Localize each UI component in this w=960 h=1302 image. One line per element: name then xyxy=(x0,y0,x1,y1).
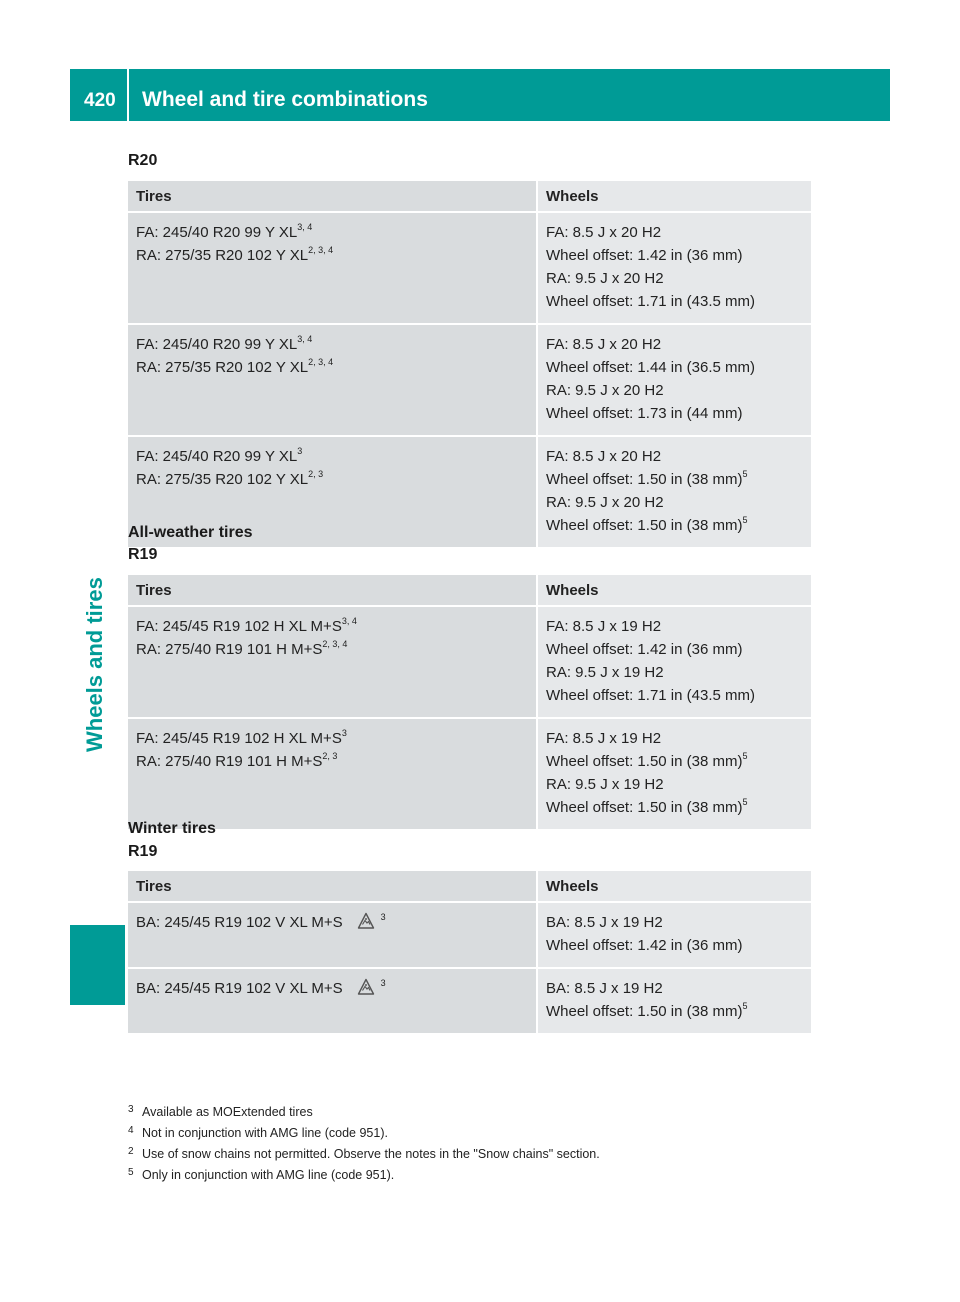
tire-spec-line xyxy=(136,977,528,1000)
table-row xyxy=(128,968,811,1033)
table-row xyxy=(128,606,811,718)
wheel-spec-line-text: Wheel offset: 1.42 in (36 mm) xyxy=(546,247,743,264)
footnote-reference: 2, 3, 4 xyxy=(308,357,334,367)
tire-spec-line-text: RA: 275/40 R19 101 H M+S xyxy=(136,641,323,658)
tire-spec-line-text: RA: 275/35 R20 102 Y XL xyxy=(136,247,309,264)
footnote-reference: 5 xyxy=(742,469,748,479)
wheel-spec-line xyxy=(546,468,803,491)
section-heading-winter: Winter tires xyxy=(128,820,216,837)
tire-spec-line xyxy=(136,356,528,379)
wheel-spec-line-text: RA: 9.5 J x 19 H2 xyxy=(546,776,664,793)
footnote-reference: 3 xyxy=(380,978,386,988)
tire-spec-line-text: FA: 245/45 R19 102 H XL M+S xyxy=(136,618,342,635)
footnote-reference: 3, 4 xyxy=(341,616,357,626)
tires-cell xyxy=(128,902,537,968)
wheel-spec-line-text: FA: 8.5 J x 20 H2 xyxy=(546,224,662,241)
tire-spec-line xyxy=(136,221,528,244)
table-header-row xyxy=(128,871,811,902)
wheel-spec-line-text: BA: 8.5 J x 19 H2 xyxy=(546,980,663,997)
tire-spec-line-text: RA: 275/35 R20 102 Y XL xyxy=(136,471,309,488)
wheel-spec-line-text: Wheel offset: 1.50 in (38 mm) xyxy=(546,1003,743,1020)
footnotes xyxy=(128,1104,600,1188)
tire-spec-line xyxy=(136,727,528,750)
footnote-reference: 2, 3, 4 xyxy=(308,245,334,255)
table-row xyxy=(128,902,811,968)
wheel-spec-line-text: Wheel offset: 1.50 in (38 mm) xyxy=(546,799,743,816)
tires-cell xyxy=(128,606,537,718)
wheel-spec-line xyxy=(546,911,803,934)
section-subheading-r19-winter: R19 xyxy=(128,843,158,860)
footnote-reference: 5 xyxy=(742,515,748,525)
snowflake-mountain-icon xyxy=(357,978,375,996)
wheel-spec-line xyxy=(546,221,803,244)
wheel-spec-line-text: FA: 8.5 J x 19 H2 xyxy=(546,730,662,747)
wheels-cell xyxy=(537,212,811,324)
wheel-spec-line-text: Wheel offset: 1.42 in (36 mm) xyxy=(546,937,743,954)
section-subheading-r20: R20 xyxy=(128,152,158,169)
wheel-spec-line xyxy=(546,934,803,957)
table-body xyxy=(128,606,811,829)
footnote-reference: 3, 4 xyxy=(297,222,313,232)
column-header-wheels: Wheels xyxy=(537,181,811,212)
footnote-number: 2 xyxy=(128,1146,134,1157)
table-row xyxy=(128,324,811,436)
wheel-spec-line-text: RA: 9.5 J x 20 H2 xyxy=(546,270,664,287)
section-subheading-r19-all-weather: R19 xyxy=(128,546,158,563)
tire-spec-line xyxy=(136,244,528,267)
footnote-reference: 2, 3 xyxy=(308,469,324,479)
tire-spec-line-text: FA: 245/40 R20 99 Y XL xyxy=(136,336,298,353)
footnote-text: Not in conjunction with AMG line (code 951). xyxy=(142,1126,388,1140)
footnote-reference: 3 xyxy=(341,728,347,738)
column-header-wheels: Wheels xyxy=(537,575,811,606)
footnote-number: 3 xyxy=(128,1104,134,1115)
footnote-reference: 5 xyxy=(742,797,748,807)
wheel-spec-line-text: RA: 9.5 J x 20 H2 xyxy=(546,382,664,399)
wheel-spec-line xyxy=(546,796,803,819)
wheel-spec-line xyxy=(546,514,803,537)
tire-spec-line-text: BA: 245/45 R19 102 V XL M+S xyxy=(136,914,343,931)
tire-spec-line xyxy=(136,638,528,661)
tire-spec-line-text: RA: 275/35 R20 102 Y XL xyxy=(136,359,309,376)
wheel-spec-line-text: RA: 9.5 J x 19 H2 xyxy=(546,664,664,681)
tire-spec-line xyxy=(136,445,528,468)
wheel-spec-line-text: Wheel offset: 1.50 in (38 mm) xyxy=(546,471,743,488)
wheel-spec-line-text: Wheel offset: 1.50 in (38 mm) xyxy=(546,517,743,534)
tire-table-r20 xyxy=(128,181,811,547)
footnote-reference: 3 xyxy=(297,446,303,456)
column-header-tires: Tires xyxy=(128,871,537,902)
wheel-spec-line-text: Wheel offset: 1.44 in (36.5 mm) xyxy=(546,359,755,376)
tires-cell xyxy=(128,212,537,324)
wheel-spec-line-text: Wheel offset: 1.71 in (43.5 mm) xyxy=(546,687,755,704)
wheel-spec-line-text: FA: 8.5 J x 20 H2 xyxy=(546,448,662,465)
wheel-spec-line xyxy=(546,684,803,707)
tires-cell xyxy=(128,718,537,829)
wheel-spec-line xyxy=(546,244,803,267)
wheel-spec-line xyxy=(546,638,803,661)
column-header-tires: Tires xyxy=(128,575,537,606)
tires-cell xyxy=(128,968,537,1033)
table-row xyxy=(128,718,811,829)
tire-spec-line-text: RA: 275/40 R19 101 H M+S xyxy=(136,753,323,770)
footnote-reference: 3, 4 xyxy=(297,334,313,344)
page-title: Wheel and tire combinations xyxy=(142,88,428,111)
wheels-cell xyxy=(537,968,811,1033)
wheel-spec-line xyxy=(546,977,803,1000)
wheel-spec-line xyxy=(546,1000,803,1023)
snowflake-mountain-icon xyxy=(357,912,375,930)
chapter-marker-block xyxy=(70,925,125,1005)
tire-spec-line xyxy=(136,750,528,773)
footnote-text: Only in conjunction with AMG line (code 951). xyxy=(142,1168,395,1182)
table-body xyxy=(128,212,811,547)
wheel-spec-line-text: FA: 8.5 J x 20 H2 xyxy=(546,336,662,353)
table-body xyxy=(128,902,811,1033)
wheels-cell xyxy=(537,324,811,436)
wheel-spec-line xyxy=(546,290,803,313)
tire-spec-line xyxy=(136,615,528,638)
wheel-spec-line-text: Wheel offset: 1.71 in (43.5 mm) xyxy=(546,293,755,310)
tire-table-winter xyxy=(128,871,811,1033)
header-divider xyxy=(127,69,129,121)
wheel-spec-line-text: Wheel offset: 1.50 in (38 mm) xyxy=(546,753,743,770)
section-heading-all-weather: All-weather tires xyxy=(128,524,253,541)
wheel-spec-line xyxy=(546,267,803,290)
tire-spec-line-text: FA: 245/45 R19 102 H XL M+S xyxy=(136,730,342,747)
tire-spec-line xyxy=(136,468,528,491)
footnote-reference: 3 xyxy=(380,912,386,922)
footnote-reference: 5 xyxy=(742,1001,748,1011)
footnote-text: Available as MOExtended tires xyxy=(142,1105,313,1119)
table-row xyxy=(128,212,811,324)
tires-cell xyxy=(128,324,537,436)
page-header xyxy=(70,69,890,121)
wheels-cell xyxy=(537,902,811,968)
column-header-wheels: Wheels xyxy=(537,871,811,902)
footnote-reference: 5 xyxy=(742,751,748,761)
wheel-spec-line-text: RA: 9.5 J x 20 H2 xyxy=(546,494,664,511)
chapter-side-label: Wheels and tires xyxy=(82,577,107,752)
wheel-spec-line xyxy=(546,661,803,684)
tire-spec-line-text: BA: 245/45 R19 102 V XL M+S xyxy=(136,980,343,997)
wheels-cell xyxy=(537,606,811,718)
wheel-spec-line-text: Wheel offset: 1.42 in (36 mm) xyxy=(546,641,743,658)
wheel-spec-line-text: FA: 8.5 J x 19 H2 xyxy=(546,618,662,635)
column-header-tires: Tires xyxy=(128,181,537,212)
wheel-spec-line-text: BA: 8.5 J x 19 H2 xyxy=(546,914,663,931)
wheel-spec-line xyxy=(546,379,803,402)
footnote-item xyxy=(128,1167,600,1188)
table-header-row xyxy=(128,575,811,606)
wheel-spec-line xyxy=(546,750,803,773)
footnote-item xyxy=(128,1125,600,1146)
wheel-spec-line xyxy=(546,491,803,514)
table-header-row xyxy=(128,181,811,212)
footnote-reference: 2, 3, 4 xyxy=(322,639,348,649)
page-number: 420 xyxy=(84,90,116,111)
tire-spec-line-text: FA: 245/40 R20 99 Y XL xyxy=(136,224,298,241)
wheels-cell xyxy=(537,718,811,829)
tire-spec-line xyxy=(136,333,528,356)
tire-spec-line xyxy=(136,911,528,934)
wheel-spec-line xyxy=(546,615,803,638)
wheels-cell xyxy=(537,436,811,547)
wheel-spec-line xyxy=(546,356,803,379)
footnote-text: Use of snow chains not permitted. Observe the notes in the "Snow chains" section. xyxy=(142,1147,600,1161)
wheel-spec-line xyxy=(546,402,803,425)
footnote-number: 4 xyxy=(128,1125,134,1136)
wheel-spec-line xyxy=(546,727,803,750)
footnote-reference: 2, 3 xyxy=(322,751,338,761)
footnote-item xyxy=(128,1146,600,1167)
wheel-spec-line-text: Wheel offset: 1.73 in (44 mm) xyxy=(546,405,743,422)
wheel-spec-line xyxy=(546,445,803,468)
footnote-item xyxy=(128,1104,600,1125)
tire-spec-line-text: FA: 245/40 R20 99 Y XL xyxy=(136,448,298,465)
footnote-number: 5 xyxy=(128,1167,134,1178)
wheel-spec-line xyxy=(546,773,803,796)
wheel-spec-line xyxy=(546,333,803,356)
tire-table-all-weather xyxy=(128,575,811,829)
